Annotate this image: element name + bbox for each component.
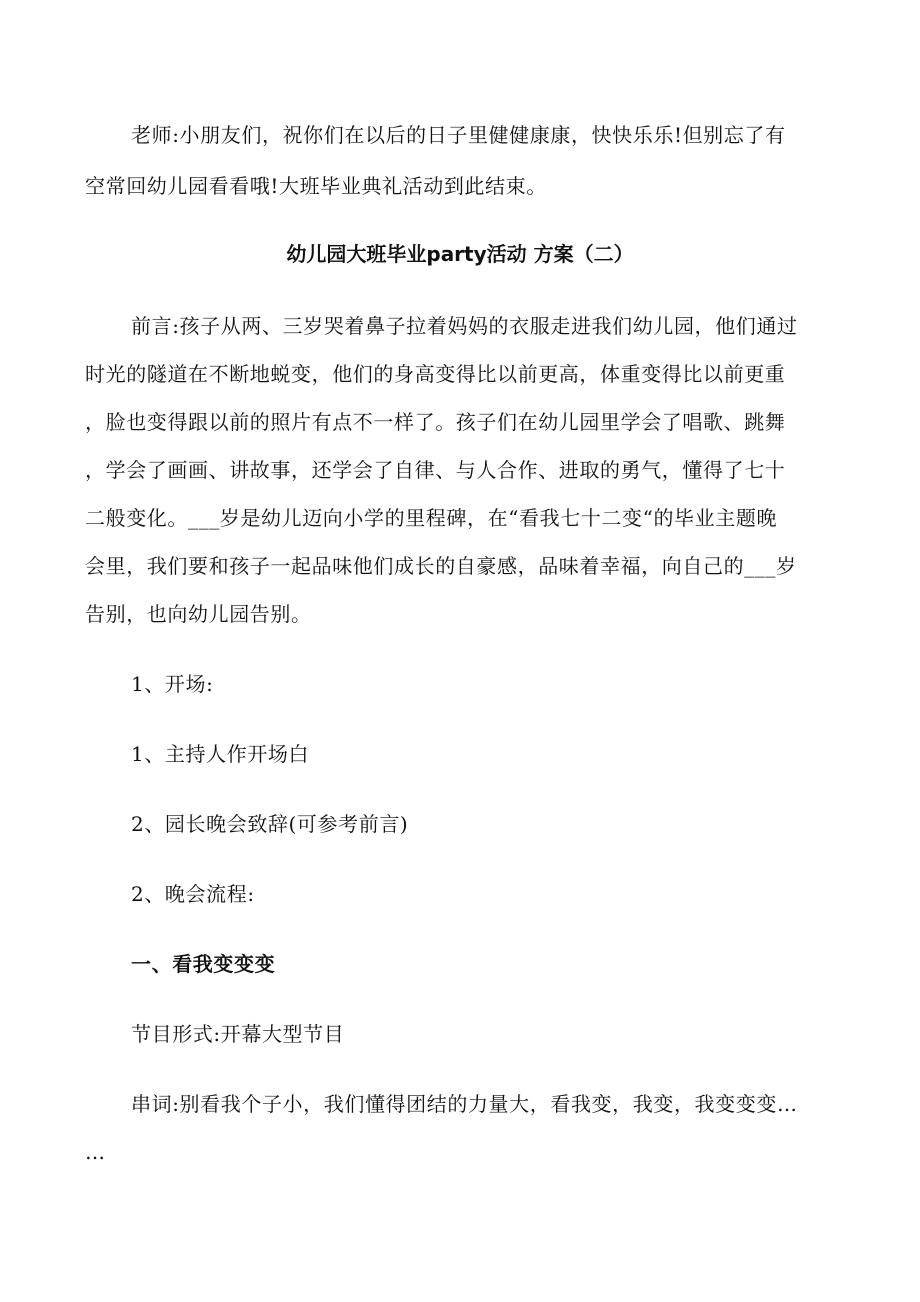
program-script-line-2: … (85, 1140, 106, 1164)
closing-paragraph-line-2: 空常回幼儿园看看哦!大班毕业典礼活动到此结束。 (85, 174, 547, 198)
program-script-line-1: 串词:别看我个子小，我们懂得团结的力量大，看我变，我变，我变变变… (131, 1092, 798, 1116)
item-program-flow: 2、晚会流程: (131, 882, 255, 906)
preface-line-4: ，学会了画画、讲故事，还学会了自律、与人合作、进取的勇气，懂得了七十 (85, 458, 786, 482)
item-host-opening: 1、主持人作开场白 (131, 742, 310, 766)
item-opening: 1、开场: (131, 672, 214, 696)
program-heading: 一、看我变变变 (131, 952, 276, 976)
preface-line-7: 告别，也向幼儿园告别。 (85, 602, 312, 626)
section-title: 幼儿园大班毕业party活动 方案（二） (286, 242, 634, 266)
closing-paragraph-line-1: 老师:小朋友们，祝你们在以后的日子里健健康康，快快乐乐!但别忘了有 (131, 123, 786, 147)
preface-line-1: 前言:孩子从两、三岁哭着鼻子拉着妈妈的衣服走进我们幼儿园，他们通过 (131, 314, 798, 338)
item-principal-speech: 2、园长晚会致辞(可参考前言) (131, 812, 409, 836)
preface-line-5: 二般变化。___岁是幼儿迈向小学的里程碑，在“看我七十二变“的毕业主题晚 (85, 506, 778, 530)
preface-line-6: 会里，我们要和孩子一起品味他们成长的自豪感，品味着幸福，向自己的___岁 (85, 554, 797, 578)
preface-line-3: ，脸也变得跟以前的照片有点不一样了。孩子们在幼儿园里学会了唱歌、跳舞 (85, 410, 786, 434)
program-form: 节目形式:开幕大型节目 (131, 1022, 345, 1046)
preface-line-2: 时光的隧道在不断地蜕变，他们的身高变得比以前更高，体重变得比以前更重 (85, 362, 786, 386)
